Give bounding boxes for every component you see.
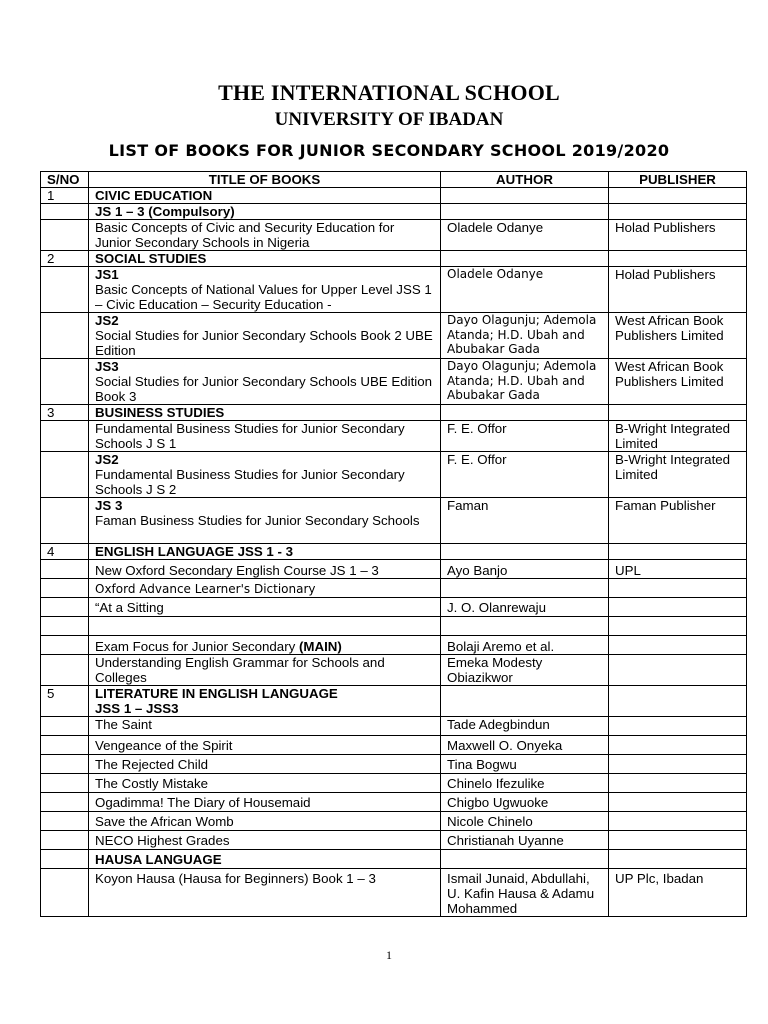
table-row <box>41 498 747 544</box>
section-title: BUSINESS STUDIES <box>89 405 441 421</box>
book-title: Social Studies for Junior Secondary Schools UBE Edition Book 3 <box>95 374 433 404</box>
book-publisher: Holad Publishers <box>609 267 747 313</box>
book-publisher: Faman Publisher <box>609 498 747 544</box>
column-header-publisher: PUBLISHER <box>609 172 747 188</box>
section-row <box>41 251 747 267</box>
book-publisher: UP Plc, Ibadan <box>609 869 747 917</box>
column-header-author: AUTHOR <box>441 172 609 188</box>
section-row <box>41 686 747 717</box>
section-row <box>41 188 747 204</box>
book-author: F. E. Offor <box>441 421 609 452</box>
section-row <box>41 544 747 560</box>
book-author: Dayo Olagunju; Ademola Atanda; H.D. Ubah and Abubakar Gada <box>441 313 609 359</box>
book-title <box>89 636 441 655</box>
book-title: New Oxford Secondary English Course JS 1 – 3 <box>89 560 441 579</box>
row-sno: 1 <box>41 188 89 204</box>
book-publisher: B-Wright Integrated Limited <box>609 421 747 452</box>
table-row <box>41 267 747 313</box>
book-author: Ismail Junaid, Abdullahi, U. Kafin Hausa & Adamu Mohammed <box>441 869 609 917</box>
list-title: LIST OF BOOKS FOR JUNIOR SECONDARY SCHOOL 2019/2020 <box>108 141 670 160</box>
book-author: Dayo Olagunju; Ademola Atanda; H.D. Ubah and Abubakar Gada <box>441 359 609 405</box>
row-sno: 4 <box>41 544 89 560</box>
book-title: Faman Business Studies for Junior Secondary Schools <box>95 513 420 528</box>
table-row <box>41 579 747 598</box>
book-publisher: West African Book Publishers Limited <box>609 313 747 359</box>
book-author: Chigbo Ugwuoke <box>441 793 609 812</box>
table-row <box>41 452 747 498</box>
book-author: Maxwell O. Onyeka <box>441 736 609 755</box>
section-title: LITERATURE IN ENGLISH LANGUAGE <box>95 686 338 701</box>
section-row <box>41 850 747 869</box>
level-label: JS 3 <box>95 498 123 513</box>
book-title: Understanding English Grammar for Schools and Colleges <box>89 655 441 686</box>
section-title: ENGLISH LANGUAGE JSS 1 - 3 <box>89 544 441 560</box>
section-title: CIVIC EDUCATION <box>89 188 441 204</box>
book-title: Fundamental Business Studies for Junior Secondary Schools J S 2 <box>95 467 405 497</box>
table-row <box>41 655 747 686</box>
table-row <box>41 313 747 359</box>
row-sno: 2 <box>41 251 89 267</box>
book-author: Tade Adegbindun <box>441 717 609 736</box>
table-row <box>41 560 747 579</box>
table-row <box>41 869 747 917</box>
book-author: Emeka Modesty Obiazikwor <box>441 655 609 686</box>
book-author: J. O. Olanrewaju <box>441 598 609 617</box>
university-name: UNIVERSITY OF IBADAN <box>274 109 504 130</box>
book-publisher: West African Book Publishers Limited <box>609 359 747 405</box>
table-row <box>41 220 747 251</box>
book-title: NECO Highest Grades <box>89 831 441 850</box>
table-row <box>41 636 747 655</box>
row-author <box>441 188 609 204</box>
book-author: Tina Bogwu <box>441 755 609 774</box>
section-title: SOCIAL STUDIES <box>89 251 441 267</box>
book-author: Oladele Odanye <box>441 267 609 313</box>
level-label: JS3 <box>95 359 119 374</box>
book-title: Basic Concepts of National Values for Upper Level JSS 1 – Civic Education – Security Education - <box>95 282 432 312</box>
book-title: The Saint <box>89 717 441 736</box>
table-row <box>41 204 747 220</box>
table-row <box>41 831 747 850</box>
book-title: “At a Sitting <box>89 598 441 617</box>
book-publisher: UPL <box>609 560 747 579</box>
table-row <box>41 359 747 405</box>
level-label: JS2 <box>95 452 119 467</box>
book-author: Chinelo Ifezulike <box>441 774 609 793</box>
column-header-sno: S/NO <box>41 172 89 188</box>
book-title-cell <box>89 498 441 544</box>
book-title: Vengeance of the Spirit <box>89 736 441 755</box>
section-subtitle: JSS 1 – JSS3 <box>95 701 179 716</box>
book-title-cell <box>89 313 441 359</box>
table-row <box>41 812 747 831</box>
table-header-row <box>41 172 747 188</box>
book-author: Bolaji Aremo et al. <box>441 636 609 655</box>
book-title: Fundamental Business Studies for Junior Secondary Schools J S 1 <box>89 421 441 452</box>
section-row <box>41 405 747 421</box>
book-title: The Rejected Child <box>89 755 441 774</box>
book-title: Social Studies for Junior Secondary Schools Book 2 UBE Edition <box>95 328 433 358</box>
table-row <box>41 774 747 793</box>
book-author: Oladele Odanye <box>441 220 609 251</box>
book-publisher: B-Wright Integrated Limited <box>609 452 747 498</box>
book-author: Nicole Chinelo <box>441 812 609 831</box>
book-title-cell <box>89 267 441 313</box>
book-title-text: Exam Focus for Junior Secondary <box>95 639 299 654</box>
book-title: Save the African Womb <box>89 812 441 831</box>
book-title: The Costly Mistake <box>89 774 441 793</box>
book-author: Ayo Banjo <box>441 560 609 579</box>
table-row <box>41 717 747 736</box>
level-label: JS 1 – 3 (Compulsory) <box>89 204 441 220</box>
book-title: Ogadimma! The Diary of Housemaid <box>89 793 441 812</box>
book-list-table <box>40 171 747 917</box>
book-title-cell <box>89 359 441 405</box>
book-author: F. E. Offor <box>441 452 609 498</box>
page-number: 1 <box>386 948 392 962</box>
empty-row <box>41 617 747 636</box>
book-title: Oxford Advance Learner's Dictionary <box>89 579 441 598</box>
table-row <box>41 793 747 812</box>
book-publisher: Holad Publishers <box>609 220 747 251</box>
table-row <box>41 736 747 755</box>
level-label: JS1 <box>95 267 119 282</box>
table-row <box>41 421 747 452</box>
table-row <box>41 598 747 617</box>
row-sno: 5 <box>41 686 89 717</box>
column-header-title: TITLE OF BOOKS <box>89 172 441 188</box>
book-title-emphasis: (MAIN) <box>298 639 342 654</box>
table-row <box>41 755 747 774</box>
book-author: Faman <box>441 498 609 544</box>
book-author: Christianah Uyanne <box>441 831 609 850</box>
row-sno: 3 <box>41 405 89 421</box>
section-title-cell <box>89 686 441 717</box>
row-publisher <box>609 188 747 204</box>
book-title: Koyon Hausa (Hausa for Beginners) Book 1 – 3 <box>89 869 441 917</box>
level-label: JS2 <box>95 313 119 328</box>
school-name: THE INTERNATIONAL SCHOOL <box>218 80 560 105</box>
section-title: HAUSA LANGUAGE <box>89 850 441 869</box>
book-title: Basic Concepts of Civic and Security Education for Junior Secondary Schools in Nigeria <box>89 220 441 251</box>
book-title-cell <box>89 452 441 498</box>
